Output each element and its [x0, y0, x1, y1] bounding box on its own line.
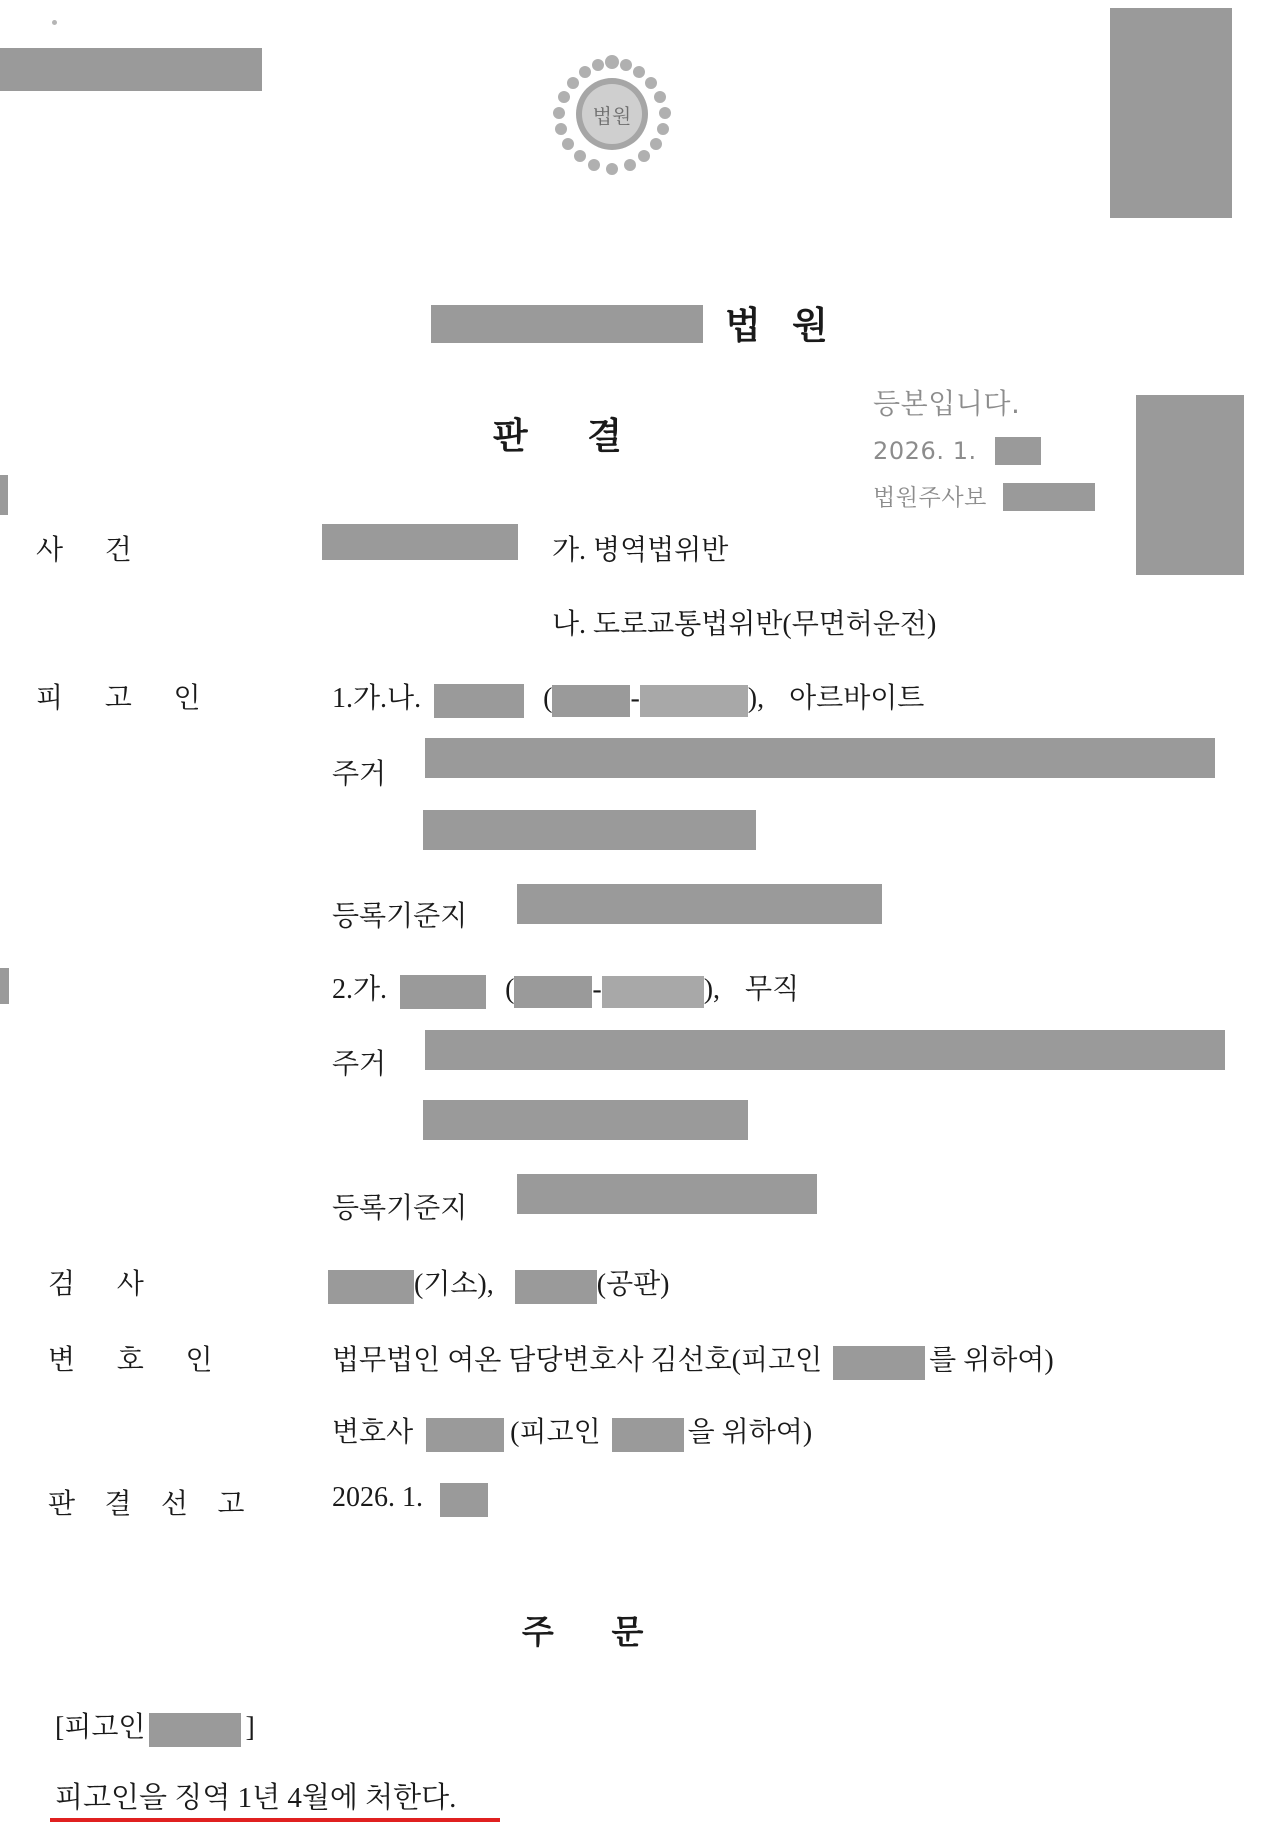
- order-bracket-prefix: [피고인: [55, 1712, 146, 1743]
- defendant-2-occupation: 무직: [745, 974, 800, 1005]
- order-defendant-bracket: [55, 1705, 255, 1747]
- counsel-label: 변 호 인: [48, 1345, 230, 1376]
- counsel-1-suffix: 를 위하여): [929, 1345, 1054, 1376]
- defendant-2-registry-label: 등록기준지: [332, 1193, 468, 1224]
- counsel-1-text: 법무법인 여온 담당변호사 김선호(피고인: [332, 1345, 823, 1376]
- defendant-1-occupation: 아르바이트: [789, 683, 925, 714]
- stamp-line-date: [873, 433, 1133, 470]
- redaction-counsel-2-defendant: [612, 1418, 684, 1452]
- redaction-defendant-1-name: [434, 684, 524, 718]
- stamp-officer-title: 법원주사보: [873, 484, 987, 511]
- redaction-defendant-2-name: [400, 975, 486, 1009]
- redaction-defendant-1-address-1: [425, 738, 1215, 778]
- redaction-prosecutor-trial-name: [515, 1270, 597, 1304]
- redaction-defendant-2-id: [602, 976, 704, 1008]
- redaction-defendant-2-birth: [514, 976, 592, 1008]
- judgment-date-value: 2026. 1.: [332, 1482, 423, 1513]
- redaction-defendant-2-address-2: [423, 1100, 748, 1140]
- redaction-stamp-day: [995, 437, 1041, 465]
- defendant-1-index: 1.가.나.: [332, 683, 422, 714]
- redaction-header-left: [0, 48, 262, 91]
- stamp-line-officer: [873, 481, 1133, 517]
- order-sentence-underline: [50, 1818, 500, 1822]
- redaction-prosecutor-indict-name: [328, 1270, 414, 1304]
- defendant-2-index: 2.가.: [332, 974, 388, 1005]
- counsel-2-suffix: 을 위하여): [687, 1417, 813, 1448]
- redaction-stamp-right: [1136, 395, 1244, 575]
- redaction-edge-left-1: [0, 475, 8, 515]
- redaction-order-defendant: [149, 1713, 241, 1747]
- defendant-label: 피 고 인: [36, 683, 218, 714]
- defendant-2-address-label: 주거: [332, 1049, 387, 1080]
- prosecutor-label: 검 사: [48, 1269, 162, 1300]
- redaction-defendant-1-address-2: [423, 810, 756, 850]
- redaction-defendant-1-registry: [517, 884, 882, 924]
- judgment-date-line: [332, 1482, 488, 1517]
- redaction-edge-left-2: [0, 968, 9, 1004]
- redaction-defendant-1-birth: [552, 685, 630, 717]
- order-heading: 주 문: [521, 1615, 669, 1651]
- counsel-line-2: [332, 1410, 812, 1452]
- order-sentence: 피고인을 징역 1년 4월에 처한다.: [55, 1782, 457, 1814]
- redaction-case-number: [322, 524, 518, 560]
- redaction-counsel-2-name: [426, 1418, 504, 1452]
- case-item-2: 나. 도로교통법위반(무면허운전): [552, 609, 937, 640]
- judgment-date-label: 판 결 선 고: [48, 1489, 256, 1520]
- page-title: 판 결: [492, 416, 648, 456]
- redaction-defendant-2-address-1: [425, 1030, 1225, 1070]
- counsel-2-prefix: 변호사: [332, 1417, 414, 1448]
- prosecutor-line: [328, 1262, 670, 1304]
- stamp-date-text: 2026. 1.: [873, 437, 977, 466]
- court-emblem-icon: [548, 52, 676, 180]
- case-label: 사 건: [36, 535, 150, 566]
- redaction-counsel-1-defendant: [833, 1346, 925, 1380]
- court-title: 법 원: [724, 306, 840, 347]
- defendant-1-registry-label: 등록기준지: [332, 901, 468, 932]
- defendant-1-line: 1.가.나. ( - ), 아르바이트: [332, 676, 924, 718]
- redaction-defendant-2-registry: [517, 1174, 817, 1214]
- redaction-header-right: [1110, 8, 1232, 218]
- defendant-1-address-label: 주거: [332, 759, 387, 790]
- svg-text:법원: 법원: [592, 104, 632, 128]
- defendant-2-line: 2.가. ( - ), 무직: [332, 967, 799, 1009]
- copy-certification-stamp: [873, 382, 1133, 516]
- redaction-officer-name: [1003, 483, 1095, 511]
- prosecutor-indict-role: (기소),: [414, 1269, 494, 1300]
- stamp-line-copy: 등본입니다.: [873, 387, 1021, 420]
- order-bracket-suffix: ]: [245, 1712, 255, 1743]
- redaction-judgment-day: [440, 1483, 488, 1517]
- case-item-1: 가. 병역법위반: [552, 535, 729, 566]
- redaction-defendant-1-id: [640, 685, 748, 717]
- counsel-2-mid: (피고인: [510, 1417, 601, 1448]
- redaction-court-name: [431, 305, 703, 343]
- court-name-line: [0, 295, 1270, 349]
- prosecutor-trial-role: (공판): [596, 1269, 670, 1300]
- page-corner-mark: [52, 20, 57, 25]
- counsel-line-1: [332, 1338, 1054, 1380]
